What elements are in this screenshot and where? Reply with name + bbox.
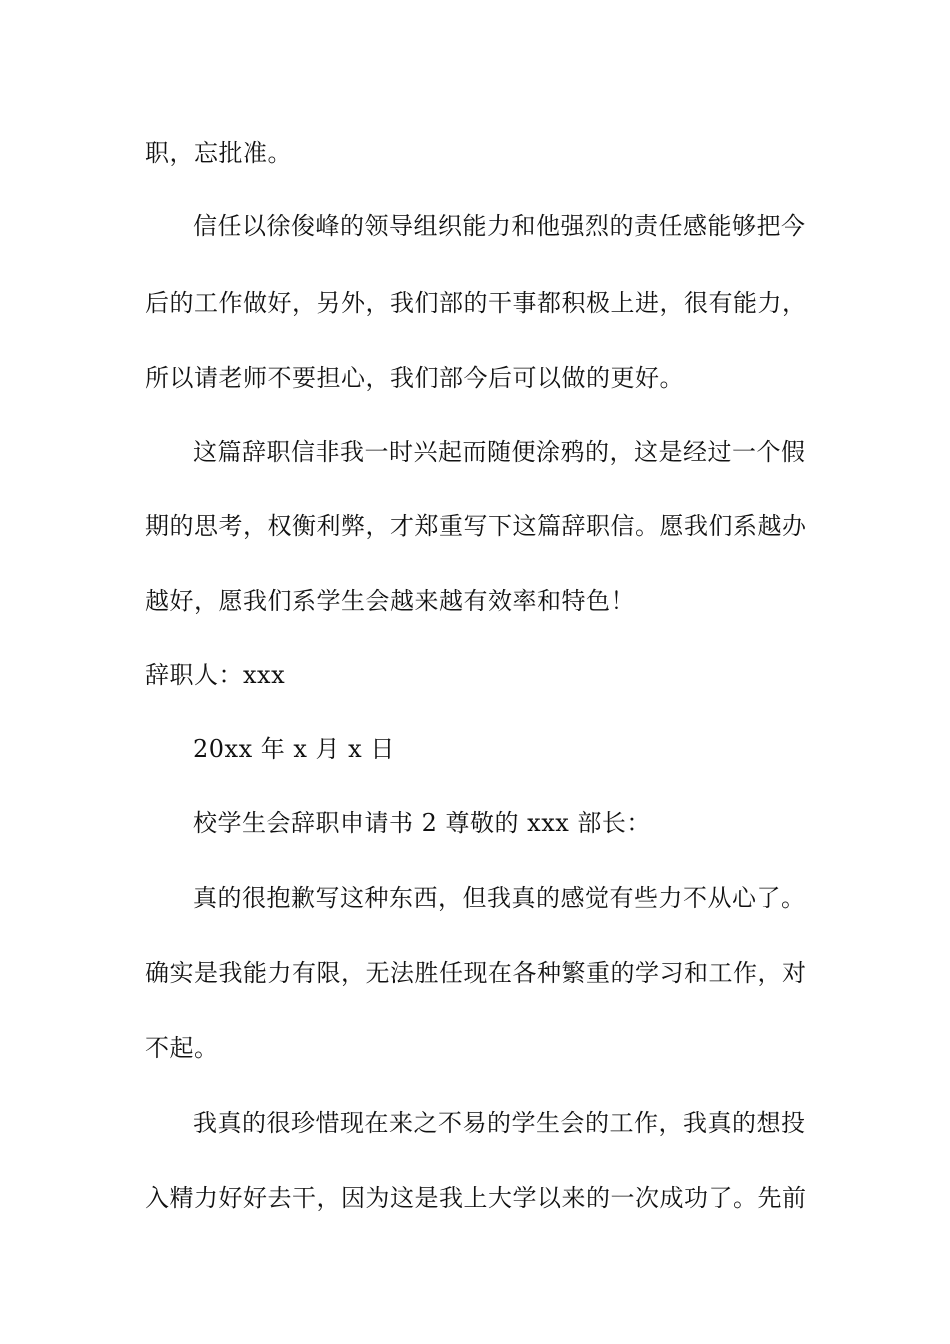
text-line: 越好，愿我们系学生会越来越有效率和特色！ xyxy=(145,587,635,615)
text-line: 不起。 xyxy=(145,1034,219,1062)
text-line: 确实是我能力有限，无法胜任现在各种繁重的学习和工作，对 xyxy=(145,959,807,987)
letter-heading-line: 校学生会辞职申请书 2 尊敬的 xxx 部长： xyxy=(193,809,651,837)
text-line: 期的思考，权衡利弊，才郑重写下这篇辞职信。愿我们系越办 xyxy=(145,512,807,540)
text-line: 后的工作做好，另外，我们部的干事都积极上进，很有能力， xyxy=(145,289,807,317)
paragraph-start-line: 我真的很珍惜现在来之不易的学生会的工作，我真的想投 xyxy=(193,1109,806,1137)
paragraph-start-line: 真的很抱歉写这种东西，但我真的感觉有些力不从心了。 xyxy=(193,884,806,912)
text-line: 入精力好好去干，因为这是我上大学以来的一次成功了。先前 xyxy=(145,1184,807,1212)
paragraph-start-line: 信任以徐俊峰的领导组织能力和他强烈的责任感能够把今 xyxy=(193,212,806,240)
date-line: 20xx 年 x 月 x 日 xyxy=(193,735,395,763)
signature-line: 辞职人：xxx xyxy=(145,661,286,689)
text-line: 职，忘批准。 xyxy=(145,139,292,167)
paragraph-start-line: 这篇辞职信非我一时兴起而随便涂鸦的，这是经过一个假 xyxy=(193,438,806,466)
text-line: 所以请老师不要担心，我们部今后可以做的更好。 xyxy=(145,364,684,392)
